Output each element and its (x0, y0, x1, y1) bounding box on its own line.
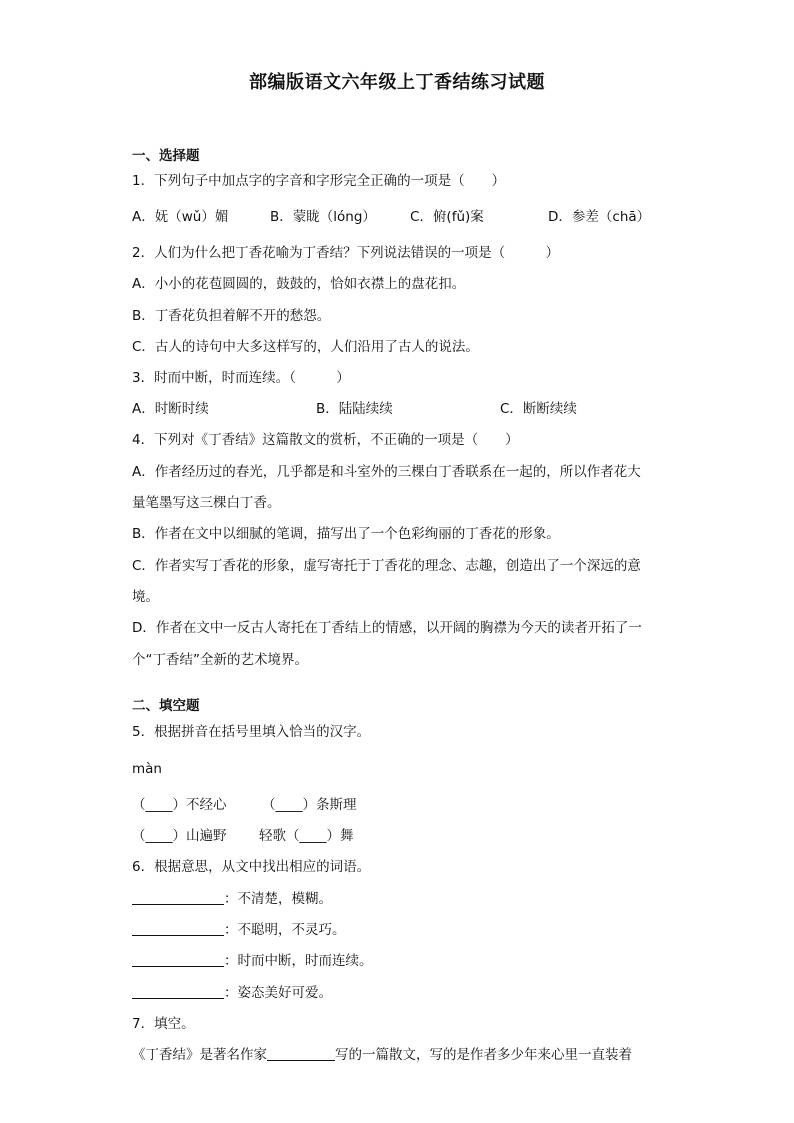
question-7-stem: 7．填空。 (132, 1016, 195, 1032)
question-6-item (132, 952, 373, 970)
question-1-option-a: A．妩（wǔ）媚 (132, 209, 229, 225)
question-1-option-d: D．参差（chā） (548, 209, 651, 225)
page-title: 部编版语文六年级上丁香结练习试题 (249, 72, 545, 93)
question-6-meaning: ：不聪明，不灵巧。 (224, 922, 346, 938)
answer-blank[interactable] (132, 921, 224, 936)
section-heading-choice: 一、选择题 (132, 148, 200, 164)
question-7-line (132, 1046, 632, 1064)
question-6-item (132, 890, 332, 908)
question-5-stem: 5．根据拼音在括号里填入恰当的汉字。 (132, 724, 371, 740)
question-3-stem: 3．时而中断，时而连续。（ ） (132, 370, 350, 386)
question-4-option-a-line2: 量笔墨写这三棵白丁香。 (132, 495, 281, 511)
question-5-blank-4[interactable]: 轻歌（____）舞 (259, 828, 354, 844)
question-6-item (132, 921, 346, 939)
question-5-pinyin: màn (132, 761, 162, 777)
question-6-meaning: ：时而中断，时而连续。 (224, 953, 373, 969)
question-2-option-c: C．古人的诗句中大多这样写的，人们沿用了古人的说法。 (132, 339, 479, 355)
question-2-option-b: B．丁香花负担着解不开的愁怨。 (132, 308, 331, 324)
answer-blank[interactable] (132, 984, 224, 999)
question-5-blank-1[interactable]: （____）不经心 (132, 797, 227, 813)
question-1-option-b: B．蒙眬（lóng） (270, 209, 376, 225)
question-6-meaning: ：姿态美好可爱。 (224, 985, 332, 1001)
question-4-option-c-line2: 境。 (132, 589, 159, 605)
question-4-option-d-line2: 个“丁香结”全新的艺术境界。 (132, 652, 308, 668)
question-4-option-d-line1: D．作者在文中一反古人寄托在丁香结上的情感，以开阔的胸襟为今天的读者开拓了一 (132, 620, 642, 636)
question-2-stem: 2．人们为什么把丁香花喻为丁香结？下列说法错误的一项是（ ） (132, 245, 560, 261)
answer-blank[interactable] (132, 952, 224, 967)
question-4-option-c-line1: C．作者实写丁香花的形象，虚写寄托于丁香花的理念、志趣，创造出了一个深远的意 (132, 558, 641, 574)
question-4-option-b: B．作者在文中以细腻的笔调，描写出了一个色彩绚丽的丁香花的形象。 (132, 526, 560, 542)
question-3-option-b: B．陆陆续续 (316, 401, 393, 417)
question-1-option-c: C．俯(fǔ)案 (410, 209, 484, 225)
question-4-stem: 4．下列对《丁香结》这篇散文的赏析，不正确的一项是（ ） (132, 432, 519, 448)
question-4-option-a-line1: A．作者经历过的春光，几乎都是和斗室外的三棵白丁香联系在一起的，所以作者花大 (132, 464, 641, 480)
question-6-stem: 6．根据意思，从文中找出相应的词语。 (132, 859, 371, 875)
answer-blank[interactable] (267, 1046, 335, 1061)
question-1-stem: 1．下列句子中加点字的字音和字形完全正确的一项是（ ） (132, 173, 506, 189)
question-7-text-start: 《丁香结》是著名作家 (132, 1047, 267, 1063)
question-3-option-c: C．断断续续 (500, 401, 577, 417)
question-6-item (132, 984, 332, 1002)
question-5-blank-3[interactable]: （____）山遍野 (132, 828, 227, 844)
question-2-option-a: A．小小的花苞圆圆的，鼓鼓的，恰如衣襟上的盘花扣。 (132, 276, 466, 292)
section-heading-fill: 二、填空题 (132, 698, 200, 714)
answer-blank[interactable] (132, 890, 224, 905)
question-5-blank-2[interactable]: （____）条斯理 (262, 797, 357, 813)
question-6-meaning: ：不清楚，模糊。 (224, 891, 332, 907)
question-7-text-end: 写的一篇散文，写的是作者多少年来心里一直装着 (335, 1047, 632, 1063)
question-3-option-a: A．时断时续 (132, 401, 209, 417)
